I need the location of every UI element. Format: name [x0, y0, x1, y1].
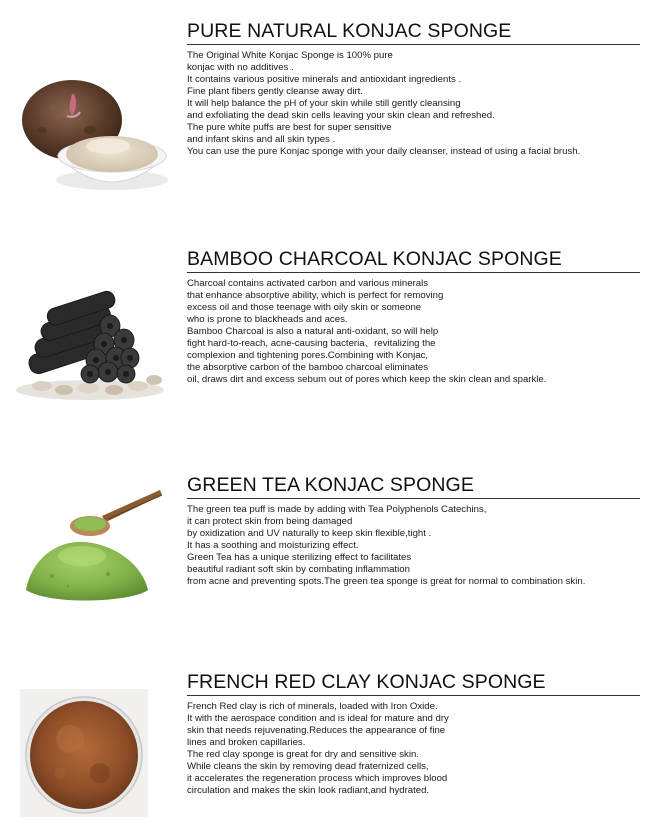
description-line: Green Tea has a unique sterilizing effect to facilitates	[187, 552, 412, 564]
section-content	[187, 474, 640, 588]
section-title: PURE NATURAL KONJAC SPONGE	[187, 20, 640, 45]
section-content	[187, 20, 640, 158]
description-line: Bamboo Charcoal is also a natural anti-oxidant, so will help	[187, 326, 439, 338]
konjac-root-and-powder-image	[12, 68, 172, 198]
description-line: The red clay sponge is great for dry and sensitive skin.	[187, 749, 419, 761]
description-line: It contains various positive minerals and antioxidant ingredients .	[187, 74, 462, 86]
description-line: The green tea puff is made by adding with Tea Polyphenols Catechins,	[187, 504, 487, 515]
section-title: GREEN TEA KONJAC SPONGE	[187, 474, 640, 499]
description-line: fight hard-to-reach, acne-causing bacteria、revitalizing the	[187, 338, 436, 350]
description-line: circulation and makes the skin look radiant,and hydrated.	[187, 785, 430, 797]
description-line: It has a soothing and moisturizing effect.	[187, 540, 359, 552]
description-line: It with the aerospace condition and is ideal for mature and dry	[187, 713, 449, 725]
description-line: While cleans the skin by removing dead fraternized cells,	[187, 761, 429, 773]
description-line: the absorptive carbon of the bamboo charcoal eliminates	[187, 362, 429, 374]
description-line: The Original White Konjac Sponge is 100% pure	[187, 50, 393, 61]
description-line: Fine plant fibers gently cleanse away dirt.	[187, 86, 363, 98]
red-clay-powder-image	[20, 689, 148, 817]
green-tea-powder-image	[12, 486, 172, 616]
section-content	[187, 671, 640, 797]
description-line: complexion and tightening pores.Combining with Konjac,	[187, 350, 429, 362]
description-line: it can protect skin from being damaged	[187, 516, 353, 528]
description-line: from acne and preventing spots.The green tea sponge is great for normal to combination skin.	[187, 576, 586, 588]
description-line: it accelerates the regeneration process which improves blood	[187, 773, 448, 785]
section-title: FRENCH RED CLAY KONJAC SPONGE	[187, 671, 640, 696]
description-line: konjac with no additives .	[187, 62, 294, 74]
description-line: French Red clay is rich of minerals, loaded with Iron Oxide.	[187, 701, 438, 712]
section-description	[187, 278, 640, 386]
description-line: skin that needs rejuvenating.Reduces the appearance of fine	[187, 725, 446, 737]
description-line: It will help balance the pH of your skin while still gently cleansing	[187, 98, 461, 110]
section-description	[187, 504, 640, 588]
bamboo-charcoal-image	[12, 280, 172, 410]
description-line: and exfoliating the dead skin cells leaving your skin clean and refreshed.	[187, 110, 495, 122]
description-line: Charcoal contains activated carbon and various minerals	[187, 278, 429, 289]
section-title: BAMBOO CHARCOAL KONJAC SPONGE	[187, 248, 640, 273]
description-line: who is prone to blackheads and aces.	[187, 314, 348, 326]
description-line: that enhance absorptive ability, which is perfect for removing	[187, 290, 444, 302]
section-description	[187, 701, 640, 797]
description-line: excess oil and those teenage with oily skin or someone	[187, 302, 422, 314]
description-line: lines and broken capillaries.	[187, 737, 306, 749]
section-content	[187, 248, 640, 386]
description-line: The pure white puffs are best for super sensitive	[187, 122, 392, 134]
description-line: and infant skins and all skin types .	[187, 134, 336, 146]
description-line: by oxidization and UV naturally to keep skin flexible,tight .	[187, 528, 432, 540]
description-line: beautiful radiant soft skin by combating inflammation	[187, 564, 410, 576]
description-line: You can use the pure Konjac sponge with your daily cleanser, instead of using a facial brush.	[187, 146, 581, 158]
description-line: oil, draws dirt and excess sebum out of pores which keep the skin clean and sparkle.	[187, 374, 547, 386]
section-description	[187, 50, 640, 158]
